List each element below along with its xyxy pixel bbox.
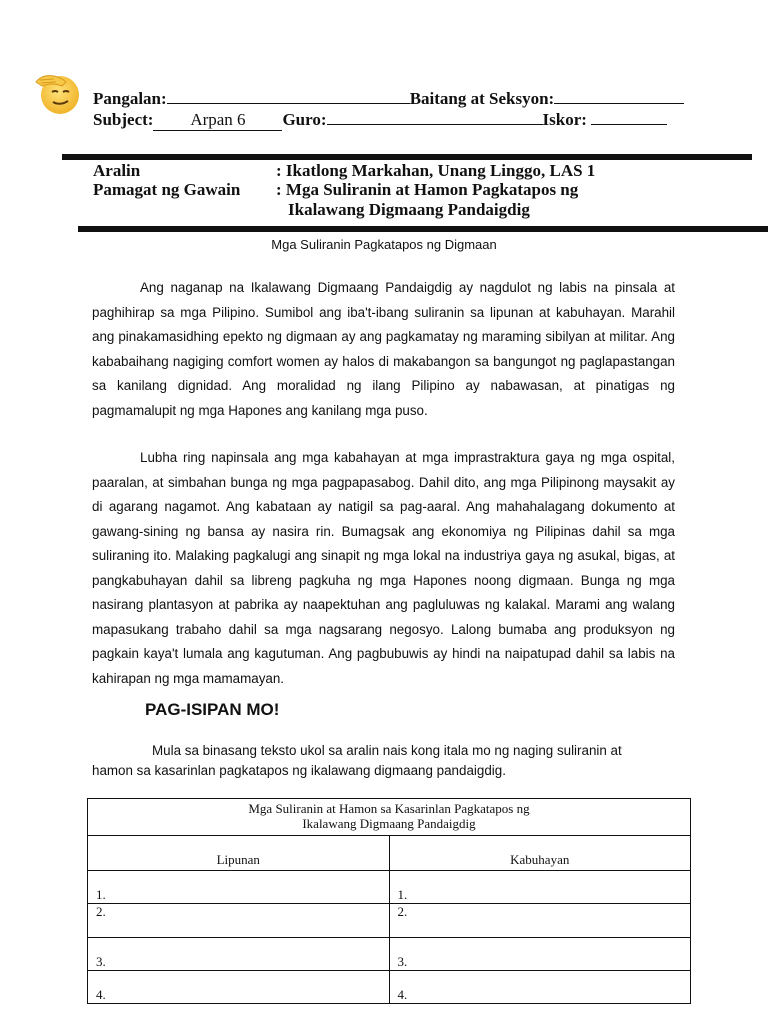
- aralin-label: Aralin: [93, 161, 141, 180]
- header-line-1: [93, 88, 684, 109]
- table-title: [88, 799, 691, 836]
- table-row: [88, 971, 691, 1004]
- instruction-line-2: hamon sa kasarinlan pagkatapos ng ikalawang digmaang pandaigdig.: [92, 763, 506, 778]
- table-title-line-1: Mga Suliranin at Hamon sa Kasarinlan Pagkatapos ng: [248, 801, 530, 816]
- answer-cell-lipunan-1[interactable]: [88, 871, 390, 904]
- instruction-line-1: Mula sa binasang teksto ukol sa aralin nais kong itala mo ng naging suliranin at: [152, 743, 622, 758]
- activity-title-value-2: Ikalawang Digmaang Pandaigdig: [288, 200, 530, 219]
- aralin-value: : Ikatlong Markahan, Unang Linggo, LAS 1: [276, 161, 596, 180]
- answer-cell-lipunan-4[interactable]: [88, 971, 390, 1004]
- reading-subtitle: Mga Suliranin Pagkatapos ng Digmaan: [271, 237, 497, 252]
- column-header-kabuhayan: Kabuhayan: [389, 836, 691, 871]
- reading-paragraph-2: [92, 446, 675, 691]
- saluting-face-icon: [32, 70, 84, 116]
- row-number: 3.: [397, 954, 408, 969]
- divider-top: [62, 154, 752, 160]
- answer-cell-kabuhayan-3[interactable]: [389, 938, 691, 971]
- row-number: 4.: [397, 987, 408, 1002]
- row-number: 2.: [96, 904, 106, 919]
- row-number: 3.: [96, 954, 106, 969]
- reading-paragraph-1: [92, 276, 675, 423]
- answer-cell-lipunan-3[interactable]: [88, 938, 390, 971]
- row-number: 1.: [96, 887, 106, 902]
- activity-title-label: Pamagat ng Gawain: [93, 180, 241, 199]
- answer-cell-lipunan-2[interactable]: [88, 904, 390, 938]
- table-title-line-2: Ikalawang Digmaang Pandaigdig: [302, 816, 476, 831]
- score-label: Iskor:: [542, 110, 587, 129]
- teacher-label: Guro:: [282, 110, 327, 129]
- activity-heading: PAG-ISIPAN MO!: [145, 700, 280, 719]
- row-number: 1.: [397, 887, 408, 902]
- table-row: [88, 871, 691, 904]
- header-line-2: [93, 109, 667, 131]
- table-row: [88, 904, 691, 938]
- name-field[interactable]: [167, 88, 410, 104]
- answer-table: [87, 798, 691, 1004]
- table-row: [88, 938, 691, 971]
- answer-cell-kabuhayan-1[interactable]: [389, 871, 691, 904]
- answer-cell-kabuhayan-2[interactable]: [389, 904, 691, 938]
- subject-label: Subject:: [93, 110, 154, 129]
- activity-instructions: [92, 741, 672, 781]
- grade-section-field[interactable]: [554, 88, 684, 104]
- score-field[interactable]: [591, 109, 667, 125]
- activity-title-value-1: : Mga Suliranin at Hamon Pagkatapos ng: [276, 180, 579, 199]
- row-number: 2.: [397, 904, 408, 919]
- column-header-lipunan: Lipunan: [88, 836, 390, 871]
- name-label: Pangalan:: [93, 89, 167, 108]
- subject-value: Arpan 6: [190, 110, 246, 129]
- row-number: 4.: [96, 987, 106, 1002]
- paragraph-text: Lubha ring napinsala ang mga kabahayan at mga imprastraktura gaya ng mga ospital, paaralan, at simbahan bunga ng mga pagpapasabog. Dahil dito, ang mga Pilipinong maysakit ay di agarang nagamot. Ang kabataan ay natigil sa pag-aaral. Ang mahahalagang dokumento at gawang-sining ng bansa ay nasira rin. Bumagsak ang ekonomiya ng Pilipinas dahil sa mga suliraning ito. Malaking pagkalugi ang sinapit ng mga lokal na industriya gaya ng asukal, bigas, at pangkabuhayan dahil sa libreng pagkuha ng mga Hapones noong digmaan. Bunga ng mga nasirang plantasyon at pabrika ay naapektuhan ang pagluluwas ng kalakal. Marami ang walang mapasukang trabaho dahil sa mga nagsarang negosyo. Lalong bumaba ang produksyon ng pagkain kaya't lumala ang kagutuman. Ang pagbubuwis ay hindi na naipatupad dahil sa labis na kahirapan ng mga mamamayan.: [92, 450, 675, 686]
- subject-field[interactable]: [153, 110, 282, 131]
- paragraph-text: Ang naganap na Ikalawang Digmaang Pandaigdig ay nagdulot ng labis na pinsala at paghihirap sa mga Pilipino. Sumibol ang iba't-ibang suliranin sa lipunan at kabuhayan. Marahil ang pinakamasidhing epekto ng digmaan ay ang pagkamatay ng maraming sibilyan at militar. Ang kababaihang nagiging comfort women ay halos di makabangon sa bangungot ng paglapastangan sa kanilang dignidad. Ang moralidad ng ilang Pilipino ay nabawasan, at pinatigas ng pagmamalupit ng mga Hapones ang kanilang mga puso.: [92, 280, 675, 418]
- divider-bottom: [78, 226, 768, 232]
- teacher-field[interactable]: [327, 109, 543, 125]
- grade-label: Baitang at Seksyon:: [409, 89, 555, 108]
- answer-cell-kabuhayan-4[interactable]: [389, 971, 691, 1004]
